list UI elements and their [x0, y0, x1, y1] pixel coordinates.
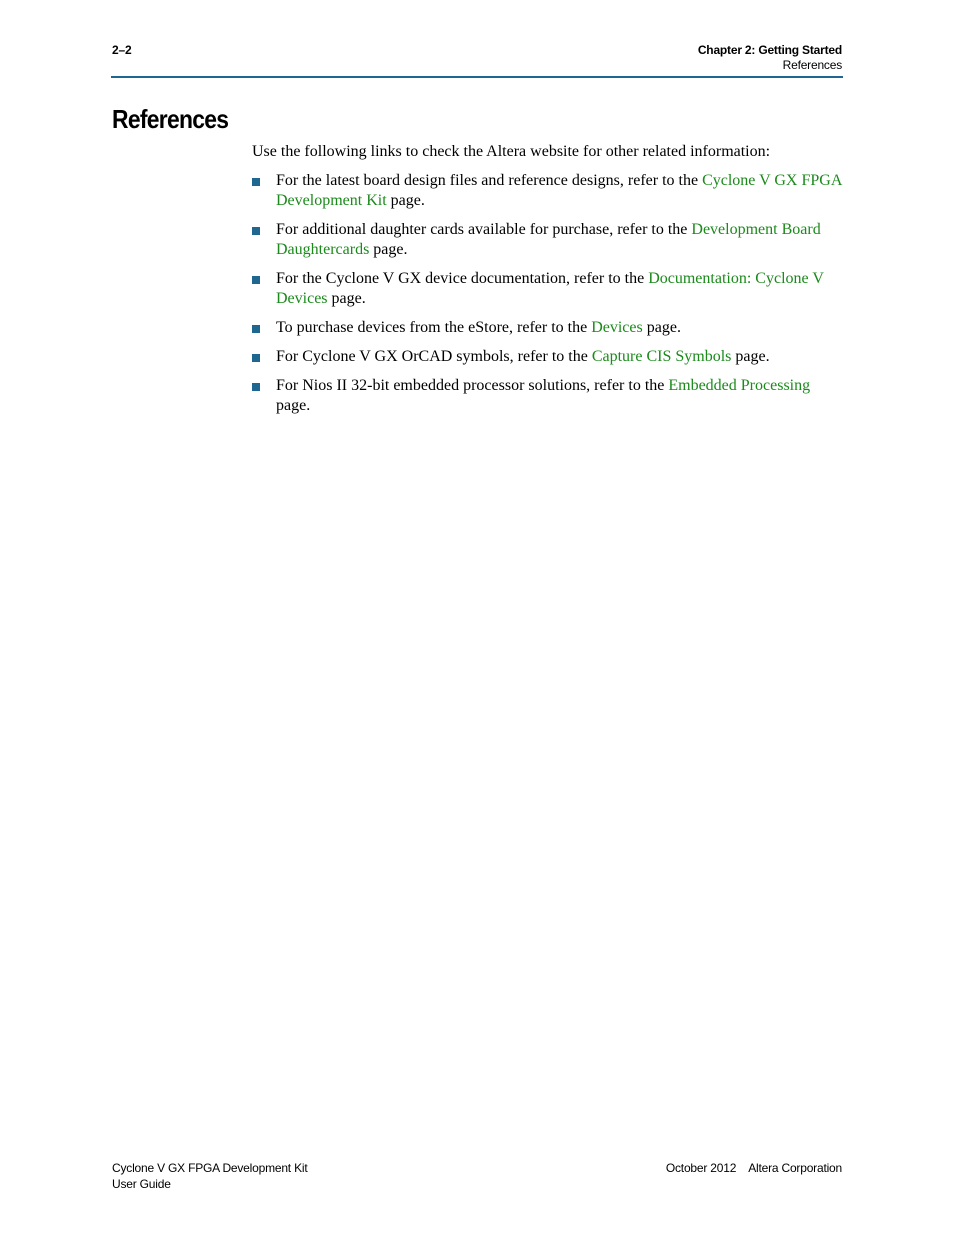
footer-doc-type: User Guide: [112, 1177, 171, 1191]
item-text: page.: [369, 241, 408, 258]
page-heading: References: [112, 104, 229, 134]
item-text: For the Cyclone V GX device documentation, refer to the: [276, 270, 649, 287]
body-content: [252, 142, 844, 425]
square-bullet-icon: [252, 325, 260, 333]
square-bullet-icon: [252, 227, 260, 235]
intro-paragraph: Use the following links to check the Altera website for other related information:: [252, 143, 771, 160]
link-cyclone-v-gx-fpga-development-kit[interactable]: Cyclone V GX FPGA Development Kit: [276, 172, 842, 209]
square-bullet-icon: [252, 383, 260, 391]
link-capture-cis-symbols[interactable]: Capture CIS Symbols: [591, 348, 732, 365]
footer-product: Cyclone V GX FPGA Development Kit: [112, 1161, 308, 1175]
item-text: page.: [327, 290, 366, 307]
chapter-title: Chapter 2: Getting Started: [697, 43, 842, 57]
footer-date: October 2012: [665, 1161, 737, 1175]
square-bullet-icon: [252, 178, 260, 186]
footer-company: Altera Corporation: [748, 1161, 842, 1175]
header-divider: [111, 76, 843, 78]
item-text: page.: [276, 397, 311, 414]
list-item: [252, 171, 844, 211]
list-item: [252, 376, 844, 416]
reference-list: [252, 171, 844, 416]
item-text: page.: [731, 348, 770, 365]
list-item: [252, 347, 844, 367]
item-text: For the latest board design files and reference designs, refer to the: [276, 172, 703, 189]
link-documentation-cyclone-v-devices[interactable]: Documentation: Cyclone V Devices: [276, 270, 824, 307]
running-head: [698, 43, 842, 73]
footer-right: [666, 1160, 842, 1176]
square-bullet-icon: [252, 354, 260, 362]
item-text: For additional daughter cards available for purchase, refer to the: [276, 221, 692, 238]
item-text: To purchase devices from the eStore, refer to the: [276, 319, 592, 336]
square-bullet-icon: [252, 276, 260, 284]
link-devices[interactable]: Devices: [591, 319, 643, 336]
list-item: [252, 318, 844, 338]
item-text: page.: [386, 192, 425, 209]
link-development-board-daughtercards[interactable]: Development Board Daughtercards: [276, 221, 821, 258]
page-number: 2–2: [112, 43, 132, 57]
item-text: For Nios II 32-bit embedded processor solutions, refer to the: [276, 377, 669, 394]
item-text: page.: [642, 319, 681, 336]
item-text: For Cyclone V GX OrCAD symbols, refer to the: [276, 348, 592, 365]
list-item: [252, 269, 844, 309]
footer-left: [112, 1160, 307, 1192]
link-embedded-processing[interactable]: Embedded Processing: [668, 377, 811, 394]
list-item: [252, 220, 844, 260]
section-title: References: [782, 58, 842, 72]
